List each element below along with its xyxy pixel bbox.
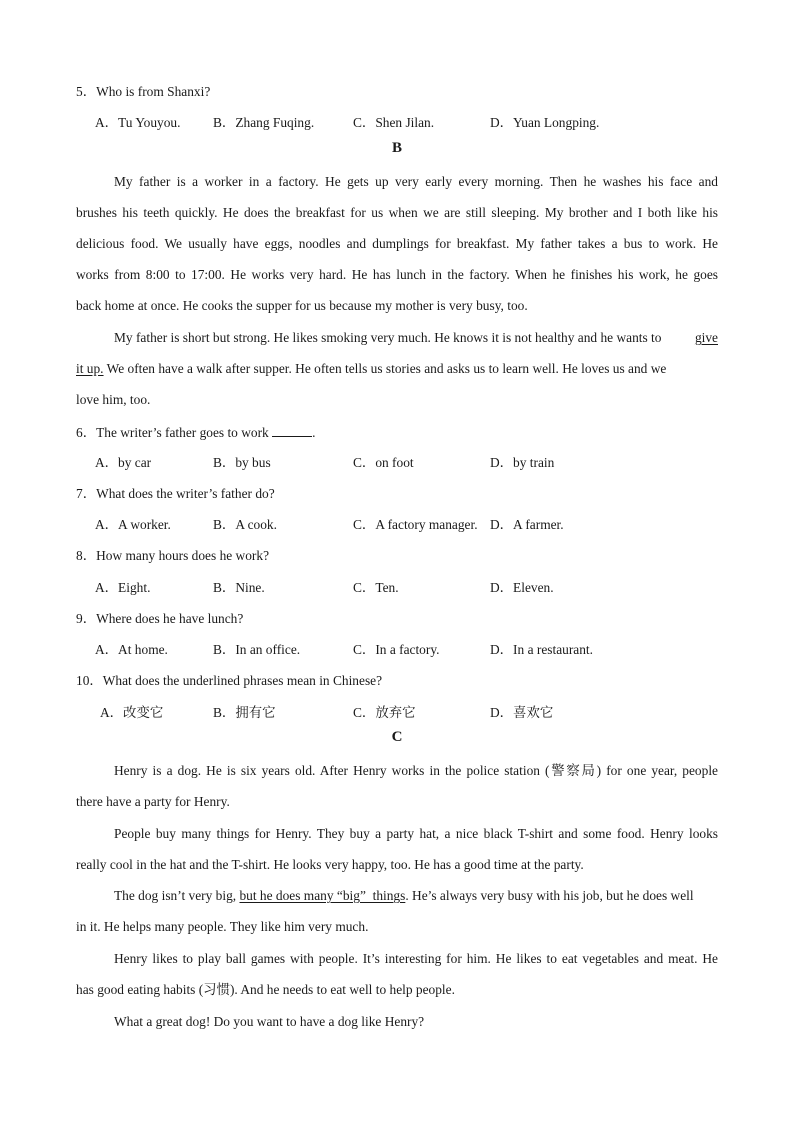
passage-b-heading: B [391, 140, 402, 156]
passage-c-line: People buy many things for Henry. They buy a party hat, a nice black T-shirt and some food. Henry looks [114, 826, 718, 841]
passage-b-p2-line1 [114, 330, 718, 346]
q8-option-a[interactable]: A．Eight. [95, 580, 151, 595]
q9-option-a[interactable]: A．At home. [95, 642, 168, 657]
passage-c-line: in it. He helps many people. They like him very much. [76, 919, 369, 934]
passage-b-line: works from 8:00 to 17:00. He works very hard. He has lunch in the factory. When he finishes his work, he goes [76, 267, 718, 282]
question-5: 5．Who is from Shanxi? [76, 84, 211, 99]
question-6-period: . [312, 425, 316, 440]
q10-option-a[interactable]: A．改变它 [100, 705, 164, 720]
question-7: 7．What does the writer’s father do? [76, 486, 275, 501]
question-6-text: 6．The writer’s father goes to work [76, 425, 269, 440]
q9-option-d[interactable]: D．In a restaurant. [490, 642, 593, 657]
underlined-phrase-it-up: it up. [76, 361, 104, 376]
passage-c-line: Henry is a dog. He is six years old. After Henry works in the police station (警察局) for one year, people [114, 763, 718, 778]
q9-option-b[interactable]: B．In an office. [213, 642, 301, 657]
q7-option-d[interactable]: D．A farmer. [490, 517, 564, 532]
q7-option-c[interactable]: C．A factory manager. [353, 517, 478, 532]
passage-c-heading: C [391, 729, 403, 745]
question-6 [76, 424, 315, 441]
passage-c-p3-line1 [114, 888, 718, 904]
answer-blank[interactable] [272, 424, 312, 437]
q5-option-b[interactable]: B．Zhang Fuqing. [213, 115, 315, 130]
q6-option-d[interactable]: D．by train [490, 455, 555, 470]
q7-option-b[interactable]: B．A cook. [213, 517, 277, 532]
passage-b-line: delicious food. We usually have eggs, noodles and dumplings for breakfast. My father takes a bus to work. He [76, 236, 718, 251]
q5-option-a[interactable]: A．Tu Youyou. [95, 115, 181, 130]
passage-b-line: brushes his teeth quickly. He does the breakfast for us when we are still sleeping. My brother and I both like his [76, 205, 718, 220]
q10-option-b[interactable]: B．拥有它 [213, 705, 276, 720]
passage-c-p3-text: The dog isn’t very big, [114, 888, 240, 903]
underlined-sentence: but he does many “big” things [239, 888, 406, 903]
q7-option-a[interactable]: A．A worker. [95, 517, 171, 532]
passage-b-p2-text: My father is short but strong. He likes smoking very much. He knows it is not healthy and he wants to [114, 330, 662, 345]
passage-b-line: My father is a worker in a factory. He gets up very early every morning. Then he washes his face and [114, 174, 718, 189]
q5-option-c[interactable]: C．Shen Jilan. [353, 115, 435, 130]
q6-option-c[interactable]: C．on foot [353, 455, 414, 470]
q6-option-a[interactable]: A．by car [95, 455, 152, 470]
q6-option-b[interactable]: B．by bus [213, 455, 271, 470]
question-10: 10．What does the underlined phrases mean in Chinese? [76, 673, 383, 688]
passage-c-line: Henry likes to play ball games with people. It’s interesting for him. He likes to eat vegetables and meat. He [114, 951, 718, 966]
passage-c-line: there have a party for Henry. [76, 794, 230, 809]
passage-c-line: What a great dog! Do you want to have a dog like Henry? [114, 1014, 425, 1029]
passage-b-p2-line2 [76, 361, 718, 377]
q10-option-d[interactable]: D．喜欢它 [490, 705, 554, 720]
q9-option-c[interactable]: C．In a factory. [353, 642, 440, 657]
q5-option-d[interactable]: D．Yuan Longping. [490, 115, 600, 130]
passage-c-p3-text: . He’s always very busy with his job, but he does well [405, 888, 694, 903]
q10-option-c[interactable]: C．放弃它 [353, 705, 416, 720]
passage-c-line: has good eating habits (习惯). And he needs to eat well to help people. [76, 982, 455, 997]
passage-c-line: really cool in the hat and the T-shirt. He looks very happy, too. He has a good time at the party. [76, 857, 584, 872]
q8-option-b[interactable]: B．Nine. [213, 580, 265, 595]
passage-b-line: back home at once. He cooks the supper for us because my mother is very busy, too. [76, 298, 528, 313]
q8-option-c[interactable]: C．Ten. [353, 580, 399, 595]
q8-option-d[interactable]: D．Eleven. [490, 580, 554, 595]
question-9: 9．Where does he have lunch? [76, 611, 244, 626]
passage-b-line: love him, too. [76, 392, 151, 407]
passage-b-p2-text: We often have a walk after supper. He often tells us stories and asks us to learn well. He loves us and we [103, 361, 667, 376]
underlined-phrase-give: give [694, 330, 718, 345]
question-8: 8．How many hours does he work? [76, 548, 270, 563]
